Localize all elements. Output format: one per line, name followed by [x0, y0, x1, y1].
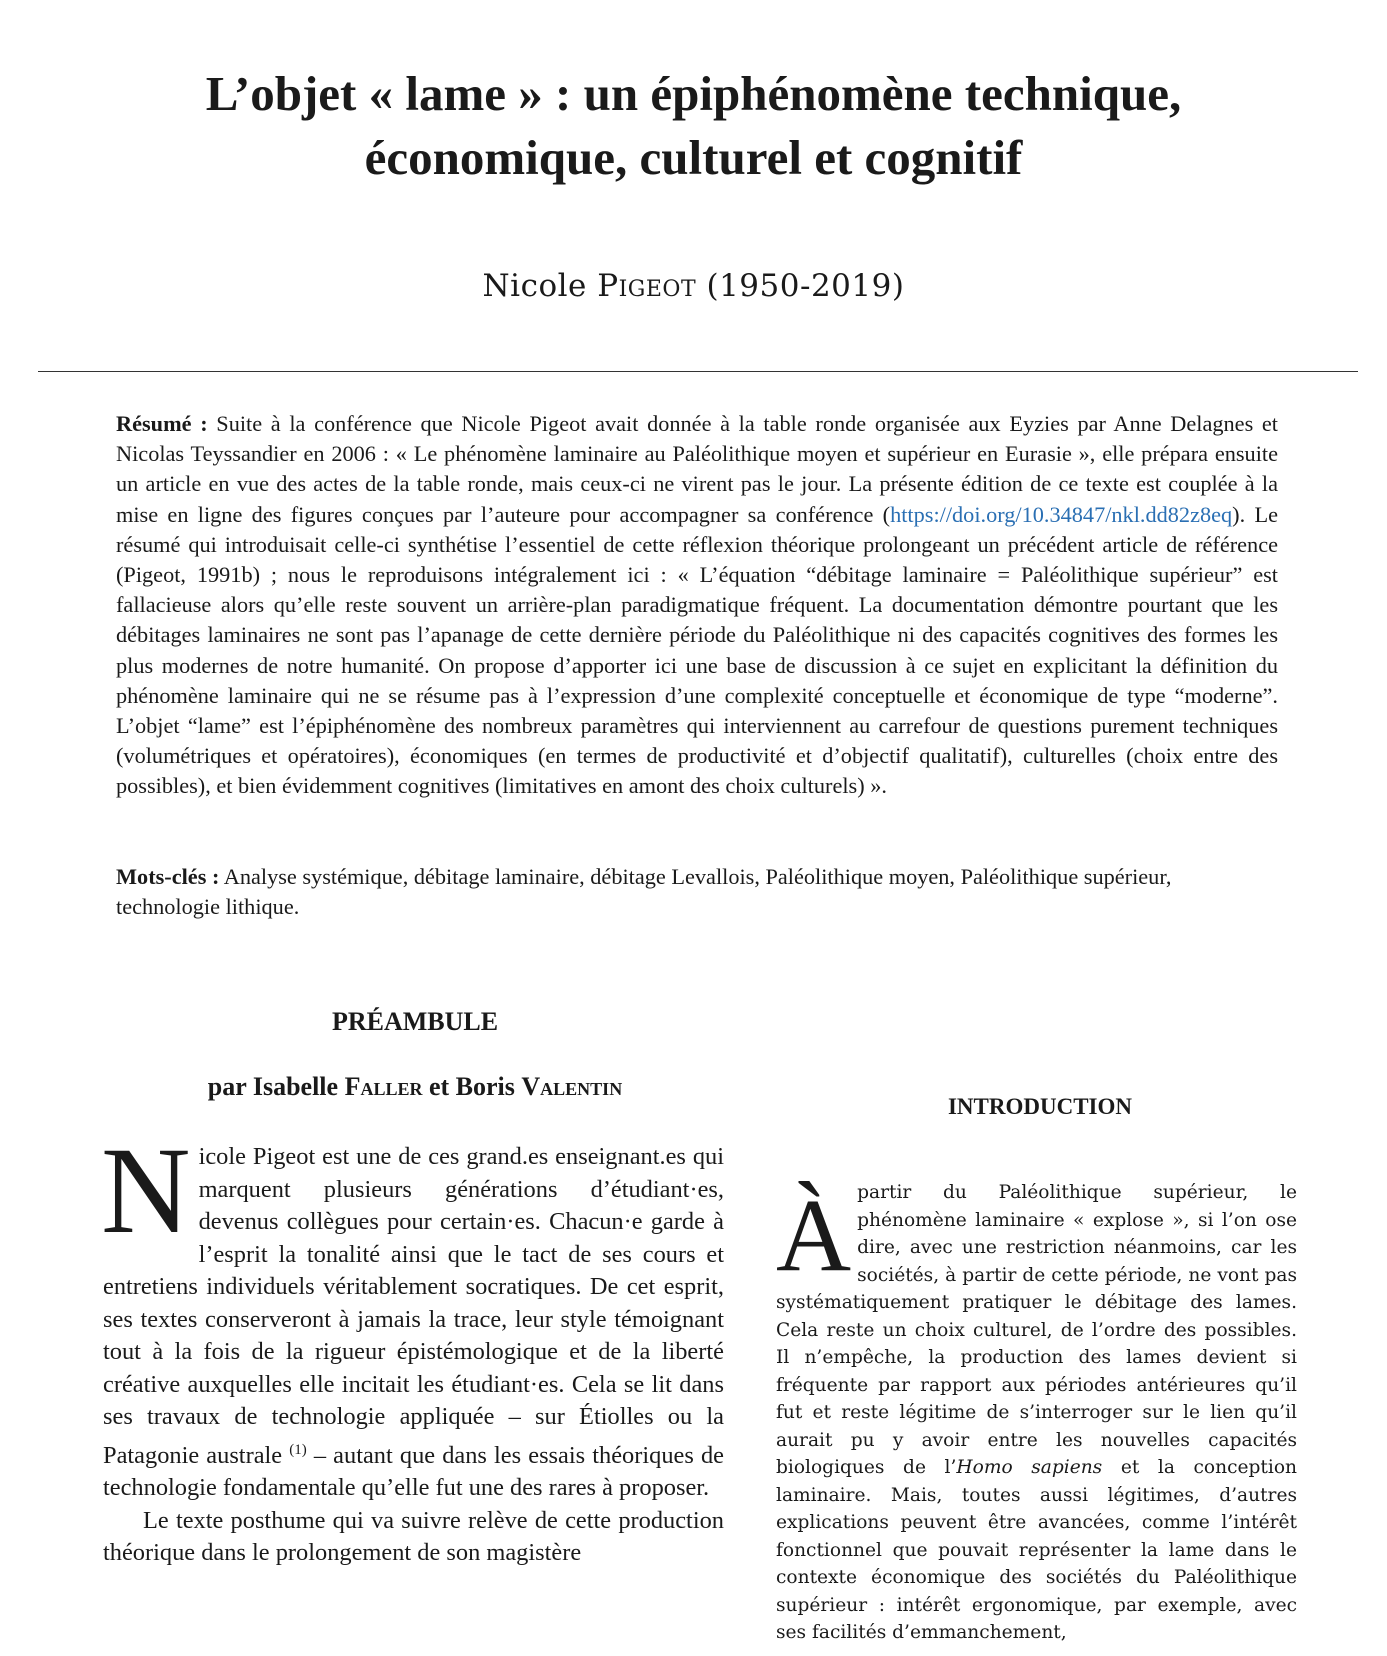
abstract-doi-link[interactable]: https://doi.org/10.34847/nkl.dd82z8eq: [890, 501, 1233, 527]
preamble-by-prefix: par Isabelle: [207, 1072, 345, 1101]
title-line-2: économique, culturel et cognitif: [364, 130, 1023, 185]
introduction-heading: INTRODUCTION: [947, 1094, 1133, 1119]
introduction-italic-term: Homo sapiens: [956, 1457, 1103, 1478]
article-title: [0, 62, 1387, 190]
introduction-body: [776, 1179, 1297, 1647]
keywords-label: Mots-clés :: [116, 864, 220, 889]
preamble-author2-last: Valentin: [521, 1072, 623, 1101]
author-last-name: Pigeot: [597, 268, 697, 304]
author-dates: (1950-2019): [696, 268, 905, 304]
keywords: [116, 862, 1278, 922]
preamble-heading: PRÉAMBULE: [331, 1007, 499, 1036]
title-line-1: L’objet « lame » : un épiphénomène technique,: [205, 66, 1182, 121]
author-first-name: Nicole: [482, 268, 598, 304]
preamble-paragraph-1: [101, 1122, 724, 1505]
introduction-text-part1: partir du Paléolithique supérieur, le phénomène laminaire « explose », si l’on ose dire, avec une restriction néanmoins, car les sociétés, à partir de cette période, ne vont pas systématiquement pratiquer le débitage des lames. Cela reste un choix culturel, de l’ordre des possibles. Il n’empêche, la production des lames devient si fréquente par rapport aux périodes antérieures qu’il fut et reste légitime de s’interroger sur le lien qu’il aurait pu y avoir entre les nouvelles capacités biologiques de l’: [776, 1182, 1297, 1478]
introduction-dropcap: À: [776, 1178, 852, 1293]
preamble-body: [101, 1122, 724, 1570]
footnote-ref-1[interactable]: (1): [289, 1441, 307, 1458]
header-divider: [38, 371, 1358, 372]
preamble-dropcap: N: [101, 1122, 191, 1259]
introduction-text-part2: et la conception laminaire. Mais, toutes aussi légitimes, d’autres explications peuvent être avancées, comme l’intérêt fonctionnel que pouvait représenter la lame dans le contexte économique des sociétés du Paléolithique supérieur : intérêt ergonomique, par exemple, avec ses facilités d’emmanchement,: [776, 1457, 1297, 1643]
preamble-paragraph-2: Le texte posthume qui va suivre relève de cette production théorique dans le prolongement de son magistère: [103, 1506, 724, 1566]
abstract-text-part1: Suite à la conférence que Nicole Pigeot avait donnée à la table ronde organisée aux Eyzies par Anne Delagnes et Nicolas Teyssandier en 2006 : « Le phénomène laminaire au Paléolithique moyen et supérieur en Eurasie », elle prépara ensuite un article en vue des actes de la table ronde, mais ceux-ci ne virent pas le jour. La présente édition de ce texte est couplée à la mise en ligne des figures conçues par l’auteure pour accompagner sa conférence (: [116, 411, 1279, 527]
abstract-label: Résumé :: [116, 411, 208, 436]
keywords-text: Analyse systémique, débitage laminaire, débitage Levallois, Paléolithique moyen, Paléolithique supérieur, technologie lithique.: [116, 864, 1172, 920]
preamble-authors: [100, 1072, 730, 1102]
author-line: [0, 268, 1387, 304]
preamble-by-mid: et Boris: [422, 1072, 522, 1101]
abstract: [116, 409, 1278, 802]
abstract-text-part2: ). Le résumé qui introduisait celle-ci synthétise l’essentiel de cette réflexion théorique prolongeant un précédent article de référence (Pigeot, 1991b) ; nous le reproduisons intégralement ici : « L’équation “débitage laminaire = Paléolithique supérieur” est fallacieuse alors qu’elle reste souvent un arrière-plan paradigmatique fréquent. La documentation démontre pourtant que les débitages laminaires ne sont pas l’apanage de cette dernière période du Paléolithique ni des capacités cognitives des formes les plus modernes de notre humanité. On propose d’apporter ici une base de discussion à ce sujet en explicitant la définition du phénomène laminaire qui ne se résume pas à l’expression d’une complexité conceptuelle et économique de type “moderne”. L’objet “lame” est l’épiphénomène des nombreux paramètres qui interviennent au carrefour de questions purement techniques (volumétriques et opératoires), économiques (en termes de productivité et d’objectif qualitatif), culturelles (choix entre des possibles), et bien évidemment cognitives (limitatives en amont des choix culturels) ».: [116, 501, 1278, 799]
preamble-p1-end: – autant que dans les essais théoriques de technologie fondamentale qu’elle fut une des rares à proposer.: [103, 1441, 724, 1501]
preamble-p1-text: icole Pigeot est une de ces grand.es enseignant.es qui marquent plusieurs générations d’étudiant·es, devenus collègues pour certain·es. Chacun·e garde à l’esprit la tonalité ainsi que le tact de ses cours et entretiens individuels véritablement socratiques. De cet esprit, ses textes conserveront à jamais la trace, leur style témoignant tout à la fois de la rigueur épistémologique et de la liberté créative auxquelles elle incitait les étudiant·es. Cela se lit dans ses travaux de technologie appliquée – sur Étiolles ou la Patagonie australe: [103, 1143, 724, 1469]
preamble-author1-last: Faller: [344, 1072, 423, 1101]
